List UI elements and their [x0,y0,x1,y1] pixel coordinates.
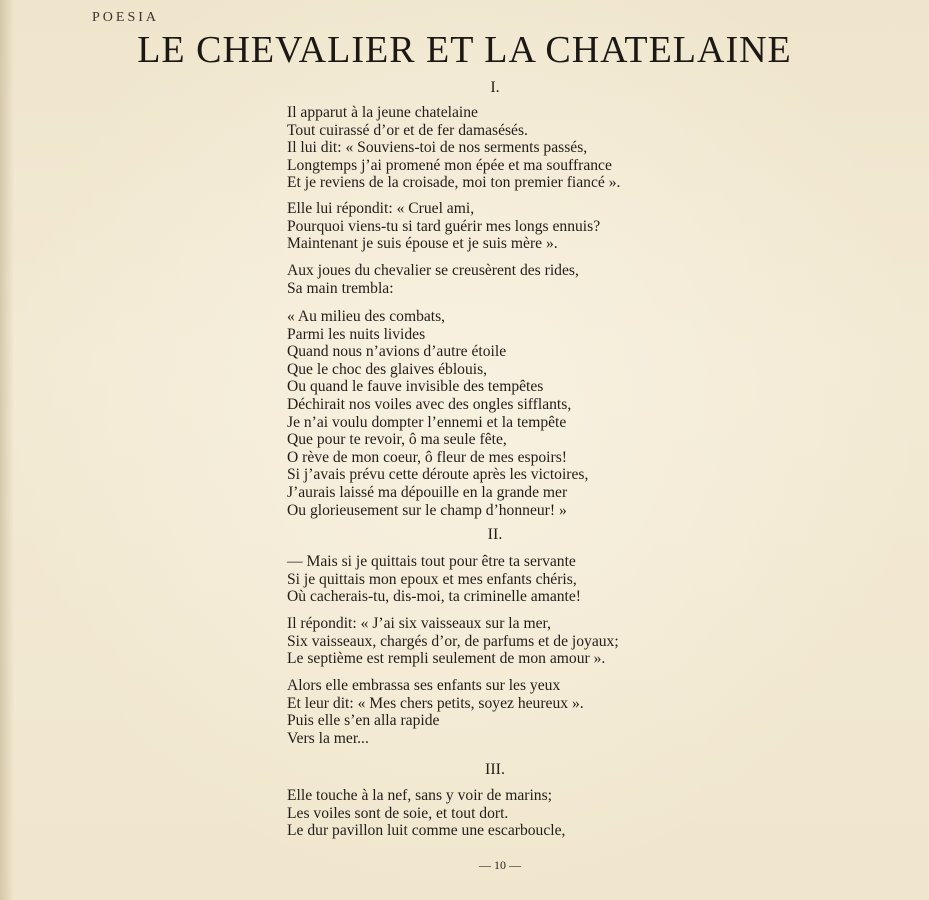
verse-line: Les voiles sont de soie, et tout dort. [287,804,509,822]
verse-line: Quand nous n’avions d’autre étoile [287,343,507,361]
poem-title: LE CHEVALIER ET LA CHATELAINE [137,29,792,71]
verse-line: Aux joues du chevalier se creusèrent des rides, [287,262,579,279]
verse-line: Il lui dit: « Souviens-toi de nos serments passés, [287,139,588,157]
verse-line: Ou glorieusement sur le champ d’honneur! » [287,501,567,519]
verse-line: Elle touche à la nef, sans y voir de marins; [287,787,553,804]
verse-line: Que le choc des glaives éblouis, [287,360,488,378]
verse-line: Et je reviens de la croisade, moi ton premier fiancé ». [287,174,621,192]
verse-line: Parmi les nuits livides [287,325,426,343]
stanza [287,200,907,253]
verse-line: Sa main trembla: [287,279,394,297]
part-numeral: I. [490,79,500,96]
stanza [287,677,907,747]
verse-line: Si j’avais prévu cette déroute après les victoires, [287,466,589,484]
verse-line: Elle lui répondit: « Cruel ami, [287,200,475,217]
verse-line: Où cacherais-tu, dis-moi, ta criminelle amante! [287,588,581,606]
verse-line: Je n’ai voulu dompter l’ennemi et la tempête [287,413,567,431]
verse-line: Tout cuirassé d’or et de fer damasésés. [287,121,528,139]
verse-line: Six vaisseaux, chargés d’or, de parfums et de joyaux; [287,632,619,650]
verse-line: Le dur pavillon luit comme une escarboucle, [287,822,566,840]
stanza [287,615,907,668]
verse-line: Il répondit: « J’ai six vaisseaux sur la mer, [287,615,551,632]
verse-line: Si je quittais mon epoux et mes enfants chéris, [287,570,577,588]
part-numeral: II. [487,526,503,543]
verse-line: Maintenant je suis épouse et je suis mère ». [287,235,558,253]
verse-line: Alors elle embrassa ses enfants sur les yeux [287,677,561,694]
stanza [287,104,907,192]
verse-line: Vers la mer... [287,729,369,747]
verse-line: Il apparut à la jeune chatelaine [287,104,478,121]
verse-line: — Mais si je quittais tout pour être ta servante [287,553,576,570]
verse-line: « Au milieu des combats, [287,308,446,325]
stanza [287,262,907,297]
verse-line: Déchirait nos voiles avec des ongles sifflants, [287,395,572,413]
verse-line: Puis elle s’en alla rapide [287,712,440,730]
verse-line: Longtemps j’ai promené mon épée et ma souffrance [287,156,612,174]
verse-line: O rève de mon coeur, ô fleur de mes espoirs! [287,448,567,466]
stanza [287,308,907,519]
section-label: POESIA [92,10,160,25]
verse-line: Ou quand le fauve invisible des tempêtes [287,378,544,396]
part-numeral: III. [485,761,505,778]
verse-line: Et leur dit: « Mes chers petits, soyez heureux ». [287,694,584,712]
verse-line: Pourquoi viens-tu si tard guérir mes longs ennuis? [287,217,601,235]
verse-line: Que pour te revoir, ô ma seule fête, [287,431,507,449]
verse-line: Le septième est rempli seulement de mon amour ». [287,650,606,668]
page-number: — 10 — [479,858,521,872]
verse-line: J’aurais laissé ma dépouille en la grande mer [287,483,568,501]
stanza [287,553,907,606]
stanza [287,787,907,840]
